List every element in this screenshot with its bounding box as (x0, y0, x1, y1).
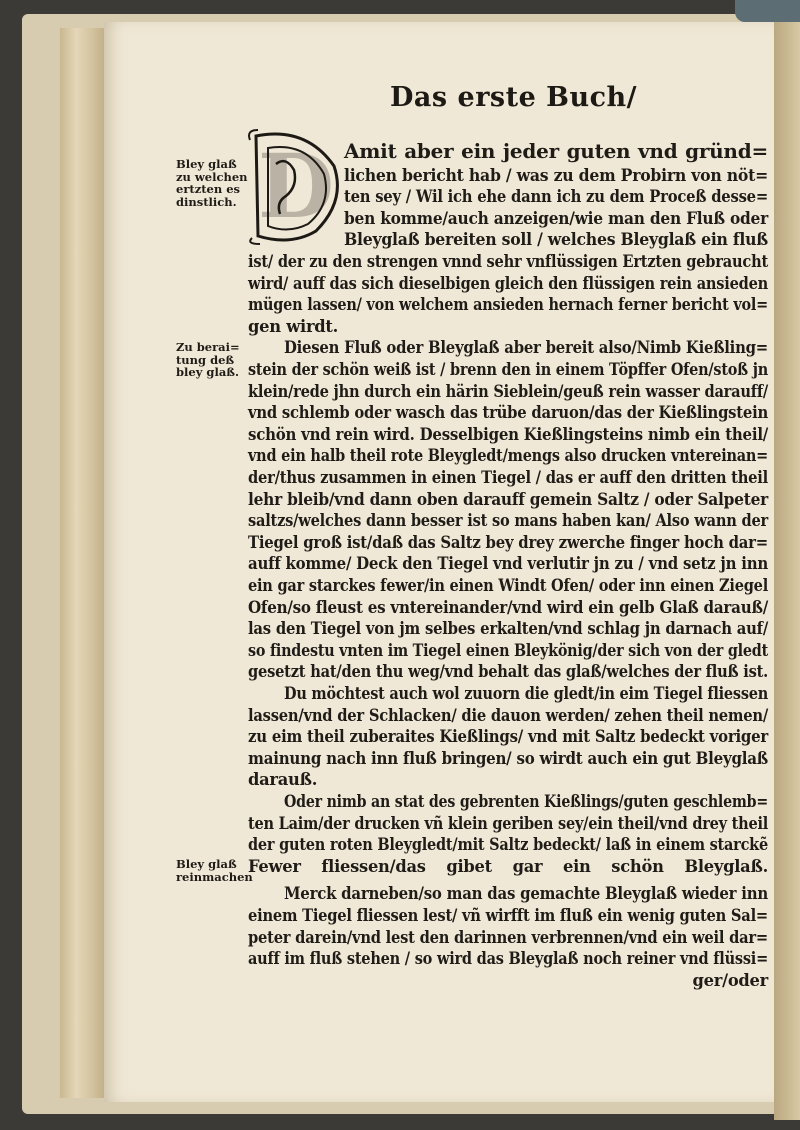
text-line: Tiegel groß ist/daß das Saltz bey drey zwerche finger hoch dar= (248, 532, 769, 552)
text-line: schön vnd rein wird. Desselbigen Kießlingsteins nimb ein theil/ (248, 424, 769, 444)
text-line: vnd schlemb oder wasch das trübe daruon/das der Kießlingstein (248, 403, 769, 423)
text-line: lassen/vnd der Schlacken/ die dauon werden/ zehen theil nemen/ (248, 705, 769, 725)
book-clip (735, 0, 800, 22)
text-line: klein/rede jhn durch ein härin Sieblein/geuß rein wasser darauff/ (248, 381, 769, 401)
text-line: Oder nimb an stat des gebrenten Kießlings/guten geschlemb= (284, 792, 769, 811)
margin-note-line: tung deß (176, 352, 235, 367)
margin-note-line: reinmachen (176, 869, 253, 884)
text-line: las den Tiegel von jm selbes erkalten/vnd schlag jn darnach auf/ (248, 619, 769, 639)
margin-note-line: Bley glaß (176, 857, 237, 871)
text-line: gen wirdt. (248, 316, 339, 336)
margin-note-line: dinstlich. (176, 194, 237, 209)
margin-note (176, 158, 248, 208)
text-line: Amit aber ein jeder guten vnd gründ= (344, 139, 768, 163)
margin-note-line: bley glaß. (176, 365, 240, 379)
text-line: Bleyglaß bereiten soll / welches Bleyglaß ein fluß (344, 230, 768, 250)
margin-note-line: Zu berai= (176, 340, 240, 354)
text-line: ben komme/auch anzeigen/wie man den Fluß oder (344, 208, 769, 228)
page-edge-stack (60, 28, 106, 1098)
text-line: ten sey / Wil ich ehe dann ich zu dem Proceß desse= (344, 187, 768, 207)
text-line: stein der schön weiß ist / brenn den in einem Töpffer Ofen/stoß jn (248, 360, 768, 379)
initial-letter: D (257, 134, 335, 238)
text-line: ist/ der zu den strengen vnnd sehr vnflüssigen Ertzten gebraucht (248, 252, 768, 271)
text-line: gesetzt hat/den thu weg/vnd behalt das glaß/welches der fluß ist. (248, 662, 768, 682)
text-line: darauß. (248, 770, 318, 790)
text-line: Ofen/so fleust es vntereinander/vnd wird ein gelb Glaß darauß/ (248, 597, 769, 617)
text-line: auff komme/ Deck den Tiegel vnd verlutir jn zu / vnd setz jn inn (248, 554, 769, 574)
text-line: der guten roten Bleygledt/mit Saltz bedeckt/ laß in einem starckẽ (248, 835, 768, 855)
text-line: Fewer fliessen/das gibet gar ein schön Bleyglaß. (248, 856, 768, 876)
text-line: Merck darneben/so man das gemachte Bleyglaß wieder inn (284, 884, 768, 904)
text-line: zu eim theil zuberaites Kießlings/ vnd mit Saltz bedeckt voriger (248, 727, 769, 747)
text-line: ten Laim/der drucken vñ klein geriben sey/ein theil/vnd drey theil (248, 813, 769, 833)
margin-note-line: zu welchen (176, 169, 248, 184)
text-line: ger/oder (692, 970, 768, 990)
text-line: der/thus zusammen in einen Tiegel / das er auff den dritten theil (248, 468, 768, 487)
text-line: mainung nach inn fluß bringen/ so wirdt auch ein gut Bleyglaß (248, 748, 769, 768)
margin-note-line: Bley glaß (176, 157, 237, 171)
text-line: lehr bleib/vnd dann oben darauff gemein Saltz / oder Salpeter (248, 489, 769, 509)
text-line: vnd ein halb theil rote Bleygledt/mengs also drucken vntereinan= (248, 446, 769, 466)
text-line: lichen bericht hab / was zu dem Probirn von nöt= (344, 165, 769, 185)
text-line: mügen lassen/ von welchem ansieden hernach ferner bericht vol= (248, 295, 769, 315)
margin-note-line: ertzten es (176, 182, 241, 196)
text-line: peter darein/vnd lest den darinnen verbrennen/vnd ein weil dar= (248, 927, 769, 947)
text-line: saltzs/welches dann besser ist so mans haben kan/ Also wann der (248, 511, 768, 531)
text-line: ein gar starckes fewer/in einen Windt Ofen/ oder inn einen Ziegel (248, 576, 768, 595)
running-header: Das erste Buch/ (390, 82, 638, 113)
margin-note (176, 341, 240, 379)
decorated-initial (246, 126, 346, 246)
margin-note (176, 858, 253, 883)
text-line: so findestu vnten im Tiegel einen Bleykönig/der sich von der gledt (248, 640, 768, 660)
text-line: wird/ auff das sich dieselbigen gleich den flüssigen rein ansieden (248, 273, 769, 293)
text-line: auff im fluß stehen / so wird das Bleyglaß noch reiner vnd flüssi= (248, 949, 769, 969)
text-line: einem Tiegel fliessen lest/ vñ wirfft im fluß ein wenig guten Sal= (248, 906, 768, 925)
text-line: Diesen Fluß oder Bleyglaß aber bereit also/Nimb Kießling= (284, 338, 769, 358)
right-page-edge (774, 10, 800, 1120)
text-line: Du möchtest auch wol zuuorn die gledt/in eim Tiegel fliessen (284, 684, 769, 703)
